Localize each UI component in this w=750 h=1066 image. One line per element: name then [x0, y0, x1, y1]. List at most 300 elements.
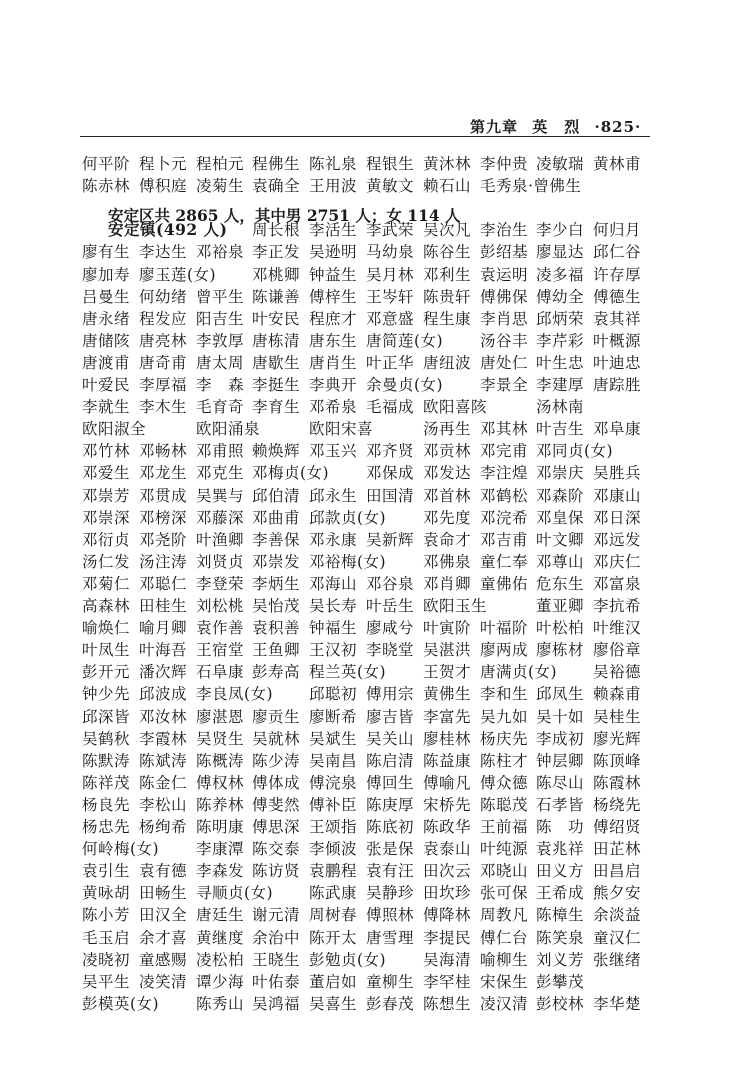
- martyr-name: 邱款贞(女): [309, 509, 387, 527]
- martyr-name: 邓阜康: [593, 420, 642, 438]
- martyr-name: 汤再生: [423, 420, 472, 438]
- martyr-name: 吴胜兵: [593, 464, 642, 482]
- martyr-name: 彭寿高: [252, 663, 301, 681]
- martyr-name: 吴喜生: [309, 995, 358, 1013]
- martyr-name: 李松山: [139, 796, 188, 814]
- martyr-name: 田桂生: [139, 597, 188, 615]
- martyr-name: 傅梓生: [309, 288, 358, 306]
- martyr-name: 李少白: [536, 221, 585, 239]
- martyr-name: 陈霞林: [593, 774, 642, 792]
- martyr-name: 田义方: [536, 862, 585, 880]
- martyr-name: 邓裕梅(女): [309, 553, 387, 571]
- martyr-name: 田芷林: [593, 840, 642, 858]
- martyr-name: 邓桃卿: [252, 266, 301, 284]
- martyr-name: 汤仁发: [82, 553, 131, 571]
- name-row: [82, 992, 662, 1018]
- martyr-name: 刘贤贞: [196, 553, 245, 571]
- martyr-name: 凌晓初: [82, 951, 131, 969]
- martyr-name: 邓同贞(女): [536, 442, 614, 460]
- martyr-name: 邓其林: [480, 420, 529, 438]
- martyr-name: 叶凤生: [82, 641, 131, 659]
- martyr-name: 王前福: [480, 818, 529, 836]
- martyr-name: 吴鸿福: [252, 995, 301, 1013]
- martyr-name: 何岭梅(女): [82, 840, 160, 858]
- section-heading: 安定区共 2865 人，其中男 2751 人；女 114 人: [108, 206, 461, 225]
- martyr-name: 周教凡: [480, 906, 529, 924]
- martyr-name: 邓富泉: [593, 575, 642, 593]
- martyr-name: 叶海吾: [139, 641, 188, 659]
- martyr-name: 傅回生: [366, 774, 415, 792]
- martyr-name: 傅浣泉: [309, 774, 358, 792]
- martyr-name: 李武荣: [366, 221, 415, 239]
- martyr-name: 袁作善: [196, 619, 245, 637]
- martyr-name: 陈益康: [423, 752, 472, 770]
- martyr-name: 赖焕辉: [252, 442, 301, 460]
- martyr-name: 吴次凡: [423, 221, 472, 239]
- martyr-name: 邓聪仁: [139, 575, 188, 593]
- martyr-name: 钟福生: [309, 619, 358, 637]
- martyr-name: 钟层卿: [536, 752, 585, 770]
- martyr-name: 袁确全: [252, 177, 301, 195]
- martyr-name: 邓藤深: [196, 509, 245, 527]
- martyr-name: 吴逊明: [309, 243, 358, 261]
- martyr-name: 邓榜深: [139, 509, 188, 527]
- martyr-name: 邓完甫: [480, 442, 529, 460]
- martyr-name: 凌笑清: [139, 973, 188, 991]
- martyr-name: 傅降林: [423, 906, 472, 924]
- martyr-name: 唐太周: [196, 354, 245, 372]
- martyr-name: 李活生: [309, 221, 358, 239]
- martyr-name: 曾平生: [196, 288, 245, 306]
- martyr-name: 李达生: [139, 243, 188, 261]
- martyr-name: 吴九如: [480, 708, 529, 726]
- martyr-name: 田汉全: [139, 906, 188, 924]
- martyr-name: 王贺才: [423, 663, 472, 681]
- martyr-name: 陈贵轩: [423, 288, 472, 306]
- page-number: ·825·: [594, 118, 642, 136]
- martyr-name: 程庶才: [309, 310, 358, 328]
- martyr-name: 阳吉生: [196, 310, 245, 328]
- martyr-name: 陈秀山: [196, 995, 245, 1013]
- martyr-name: 马幼泉: [366, 243, 415, 261]
- martyr-name: 袁泰山: [423, 840, 472, 858]
- martyr-name: 邱深皆: [82, 708, 131, 726]
- martyr-name: 张是保: [366, 840, 415, 858]
- martyr-name: 危东生: [536, 575, 585, 593]
- martyr-name: 谢元清: [252, 906, 301, 924]
- martyr-name: 欧阳宋喜: [309, 420, 374, 438]
- martyr-name: 寻顺贞(女): [196, 884, 274, 902]
- martyr-name: 陈少涛: [252, 752, 301, 770]
- martyr-name: 彭春茂: [366, 995, 415, 1013]
- martyr-name: 吴巽与: [196, 487, 245, 505]
- martyr-name: 欧阳喜陔: [423, 398, 488, 416]
- martyr-name: 邓竹林: [82, 442, 131, 460]
- martyr-name: 邓衍贞: [82, 531, 131, 549]
- martyr-name: 陈启清: [366, 752, 415, 770]
- martyr-name: 邓希泉: [309, 398, 358, 416]
- martyr-name: 陈政华: [423, 818, 472, 836]
- martyr-name: 邓克生: [196, 464, 245, 482]
- martyr-name: 周树春: [309, 906, 358, 924]
- martyr-name: 邓远发: [593, 531, 642, 549]
- martyr-name: 童感赐: [139, 951, 188, 969]
- martyr-name: 李治生: [480, 221, 529, 239]
- martyr-name: 吴桂生: [593, 708, 642, 726]
- martyr-name: 李正发: [252, 243, 301, 261]
- martyr-name: 邓晓山: [480, 862, 529, 880]
- martyr-name: 袁兆祥: [536, 840, 585, 858]
- martyr-name: 唐肖生: [309, 354, 358, 372]
- martyr-name: 田昌启: [593, 862, 642, 880]
- martyr-name: 彭开元: [82, 663, 131, 681]
- martyr-name: 廖贡生: [252, 708, 301, 726]
- martyr-name: 王汉初: [309, 641, 358, 659]
- martyr-name: 彭攀茂: [536, 973, 585, 991]
- martyr-name: 吴就林: [252, 730, 301, 748]
- martyr-name: 李善保: [252, 531, 301, 549]
- martyr-name: 傅绍贤: [593, 818, 642, 836]
- martyr-name: 陈金仁: [139, 774, 188, 792]
- martyr-name: 叶吉生: [536, 420, 585, 438]
- martyr-name: 李晓堂: [366, 641, 415, 659]
- martyr-name: 傅德生: [593, 288, 642, 306]
- martyr-name: 吕曼生: [82, 288, 131, 306]
- martyr-name: 李景全: [480, 376, 529, 394]
- town-heading: 安定镇(492 人): [108, 220, 228, 239]
- martyr-name: 欧阳涌泉: [196, 420, 261, 438]
- martyr-name: 喻焕仁: [82, 619, 131, 637]
- martyr-name: 陈开太: [309, 929, 358, 947]
- martyr-name: 赖石山: [423, 177, 472, 195]
- martyr-name: 程银生: [366, 155, 415, 173]
- martyr-name: 邓曲甫: [252, 509, 301, 527]
- martyr-name: 喻月卿: [139, 619, 188, 637]
- martyr-name: 田坎珍: [423, 884, 472, 902]
- martyr-name: 吴湛洪: [423, 641, 472, 659]
- martyr-name: 陈顶峰: [593, 752, 642, 770]
- martyr-name: 叶佑泰: [252, 973, 301, 991]
- martyr-name: 陈养林: [196, 796, 245, 814]
- martyr-name: 邓崇芳: [82, 487, 131, 505]
- martyr-name: 吴鹤秋: [82, 730, 131, 748]
- martyr-name: 何幼绪: [139, 288, 188, 306]
- martyr-name: 唐踪胜: [593, 376, 642, 394]
- martyr-name: 叶岳生: [366, 597, 415, 615]
- martyr-name: 吴裕德: [593, 663, 642, 681]
- martyr-name: 傅幼全: [536, 288, 585, 306]
- martyr-name: 邓吉甫: [480, 531, 529, 549]
- martyr-name: 毛福成: [366, 398, 415, 416]
- martyr-name: 廖湛恩: [196, 708, 245, 726]
- martyr-name: 叶正华: [366, 354, 415, 372]
- martyr-name: 邓先度: [423, 509, 472, 527]
- martyr-name: 童柳生: [366, 973, 415, 991]
- martyr-name: 董亚卿: [536, 597, 585, 615]
- martyr-name: 李倾波: [309, 840, 358, 858]
- martyr-name: 李厚福: [139, 376, 188, 394]
- martyr-name: 陈庚厚: [366, 796, 415, 814]
- martyr-name: 毛秀泉·曾佛生: [480, 177, 582, 195]
- martyr-name: 凌菊生: [196, 177, 245, 195]
- martyr-name: 廖咸兮: [366, 619, 415, 637]
- martyr-name: 邓佛泉: [423, 553, 472, 571]
- martyr-name: 宋桥先: [423, 796, 472, 814]
- martyr-name: 熊夕安: [593, 884, 642, 902]
- header-rule: [80, 136, 650, 137]
- martyr-name: 王岑轩: [366, 288, 415, 306]
- martyr-name: 廖有生: [82, 243, 131, 261]
- martyr-name: 王宿堂: [196, 641, 245, 659]
- martyr-name: 廖栋材: [536, 641, 585, 659]
- martyr-name: 彭校林: [536, 995, 585, 1013]
- martyr-name: 廖俗章: [593, 641, 642, 659]
- martyr-name: 童佛佑: [480, 575, 529, 593]
- martyr-name: 李注煌: [480, 464, 529, 482]
- martyr-name: 邱凤生: [536, 685, 585, 703]
- martyr-name: 李木生: [139, 398, 188, 416]
- martyr-name: 叶渔卿: [196, 531, 245, 549]
- martyr-name: 李霞林: [139, 730, 188, 748]
- martyr-name: 李华楚: [593, 995, 642, 1013]
- martyr-name: 袁命才: [423, 531, 472, 549]
- martyr-name: 陈祥茂: [82, 774, 131, 792]
- martyr-name: 袁有德: [139, 862, 188, 880]
- martyr-name: 邓崇深: [82, 509, 131, 527]
- martyr-name: 廖断希: [309, 708, 358, 726]
- martyr-name: 陈尽山: [536, 774, 585, 792]
- martyr-name: 邓利生: [423, 266, 472, 284]
- martyr-name: 李富先: [423, 708, 472, 726]
- martyr-name: 邓森阶: [536, 487, 585, 505]
- martyr-name: 李仲贵: [480, 155, 529, 173]
- martyr-name: 邓首林: [423, 487, 472, 505]
- martyr-name: 宋保生: [480, 973, 529, 991]
- martyr-name: 杨良先: [82, 796, 131, 814]
- martyr-name: 李提民: [423, 929, 472, 947]
- martyr-name: 邓鹤松: [480, 487, 529, 505]
- martyr-name: 唐亮林: [139, 332, 188, 350]
- martyr-name: 陈访贤: [252, 862, 301, 880]
- martyr-name: 董启如: [309, 973, 358, 991]
- martyr-name: 袁积善: [252, 619, 301, 637]
- martyr-name: 邓浣希: [480, 509, 529, 527]
- martyr-name: 余治中: [252, 929, 301, 947]
- martyr-name: 邱仁谷: [593, 243, 642, 261]
- martyr-name: 吴长寿: [309, 597, 358, 615]
- martyr-name: 袁其祥: [593, 310, 642, 328]
- martyr-name: 童汉仁: [593, 929, 642, 947]
- martyr-name: 程柏元: [196, 155, 245, 173]
- martyr-name: 许存厚: [593, 266, 642, 284]
- martyr-name: 王晓生: [252, 951, 301, 969]
- martyr-name: 唐渡甫: [82, 354, 131, 372]
- martyr-name: 李成初: [536, 730, 585, 748]
- martyr-name: 毛玉启: [82, 929, 131, 947]
- martyr-name: 吴月林: [366, 266, 415, 284]
- martyr-name: 邱永生: [309, 487, 358, 505]
- martyr-name: 邓汝林: [139, 708, 188, 726]
- martyr-name: 陈概涛: [196, 752, 245, 770]
- name-row: [82, 174, 662, 200]
- martyr-name: 吴平生: [82, 973, 131, 991]
- martyr-name: 邓肖卿: [423, 575, 472, 593]
- martyr-name: 田次云: [423, 862, 472, 880]
- martyr-name: 邱炳荣: [536, 310, 585, 328]
- martyr-name: 唐栋清: [252, 332, 301, 350]
- martyr-name: 李芹彩: [536, 332, 585, 350]
- martyr-name: 石阜康: [196, 663, 245, 681]
- martyr-name: 廖桂林: [423, 730, 472, 748]
- martyr-name: 程生康: [423, 310, 472, 328]
- martyr-name: 汤谷丰: [480, 332, 529, 350]
- martyr-name: 陈聪茂: [480, 796, 529, 814]
- martyr-name: 陈谷生: [423, 243, 472, 261]
- martyr-name: 陈想生: [423, 995, 472, 1013]
- martyr-name: 余淡益: [593, 906, 642, 924]
- martyr-name: 黄敏文: [366, 177, 415, 195]
- martyr-name: 邓甫照: [196, 442, 245, 460]
- martyr-name: 唐廷生: [196, 906, 245, 924]
- martyr-name: 程卜元: [139, 155, 188, 173]
- martyr-name: 钟益生: [309, 266, 358, 284]
- martyr-name: 廖显达: [536, 243, 585, 261]
- martyr-name: 吴十如: [536, 708, 585, 726]
- martyr-name: 邓保成: [366, 464, 415, 482]
- martyr-name: 廖光辉: [593, 730, 642, 748]
- martyr-name: 李抗希: [593, 597, 642, 615]
- martyr-name: 邓龙生: [139, 464, 188, 482]
- martyr-name: 李典开: [309, 376, 358, 394]
- martyr-name: 傅权林: [196, 774, 245, 792]
- martyr-name: 傅众德: [480, 774, 529, 792]
- martyr-name: 陈柱才: [480, 752, 529, 770]
- martyr-name: 童仁奉: [480, 553, 529, 571]
- martyr-name: 唐储陔: [82, 332, 131, 350]
- martyr-name: 吴贤生: [196, 730, 245, 748]
- martyr-name: 傅佛保: [480, 288, 529, 306]
- martyr-name: 傅思深: [252, 818, 301, 836]
- martyr-name: 叶生忠: [536, 354, 585, 372]
- martyr-name: 唐奇甫: [139, 354, 188, 372]
- martyr-name: 叶迪忠: [593, 354, 642, 372]
- martyr-name: 李挺生: [252, 376, 301, 394]
- martyr-name: 张可保: [480, 884, 529, 902]
- martyr-name: 傅积庭: [139, 177, 188, 195]
- martyr-name: 邓玉兴: [309, 442, 358, 460]
- martyr-name: 邓尊山: [536, 553, 585, 571]
- martyr-name: 黄继度: [196, 929, 245, 947]
- martyr-name: 傅喻凡: [423, 774, 472, 792]
- martyr-name: 王鱼卿: [252, 641, 301, 659]
- martyr-name: 唐满贞(女): [480, 663, 558, 681]
- martyr-name: 李和生: [480, 685, 529, 703]
- martyr-name: 黄沐林: [423, 155, 472, 173]
- martyr-name: 陈小芳: [82, 906, 131, 924]
- martyr-name: 叶安民: [252, 310, 301, 328]
- martyr-name: 唐东生: [309, 332, 358, 350]
- martyr-name: 叶松柏: [536, 619, 585, 637]
- martyr-name: 余曼贞(女): [366, 376, 444, 394]
- martyr-name: 陈礼泉: [309, 155, 358, 173]
- martyr-name: 唐简莲(女): [366, 332, 444, 350]
- martyr-name: 袁运明: [480, 266, 529, 284]
- martyr-name: 叶维汉: [593, 619, 642, 637]
- martyr-name: 廖加寿: [82, 266, 131, 284]
- martyr-name: 欧阳淑全: [82, 420, 147, 438]
- martyr-name: 叶概源: [593, 332, 642, 350]
- martyr-name: 李敦厚: [196, 332, 245, 350]
- chapter-title: 英 烈: [532, 118, 581, 136]
- martyr-name: 彭绍基: [480, 243, 529, 261]
- martyr-name: 黄咏胡: [82, 884, 131, 902]
- martyr-name: 钟少先: [82, 685, 131, 703]
- martyr-name: 石孝皆: [536, 796, 585, 814]
- martyr-name: 刘松桃: [196, 597, 245, 615]
- martyr-name: 唐永绪: [82, 310, 131, 328]
- martyr-name: 邓齐贤: [366, 442, 415, 460]
- martyr-name: 余才喜: [139, 929, 188, 947]
- martyr-name: 王用波: [309, 177, 358, 195]
- martyr-name: 邱伯清: [252, 487, 301, 505]
- martyr-name: 叶寅阶: [423, 619, 472, 637]
- martyr-name: 何平阶: [82, 155, 131, 173]
- martyr-name: 杨庆先: [480, 730, 529, 748]
- martyr-name: 陈赤林: [82, 177, 131, 195]
- martyr-name: 杨绕先: [593, 796, 642, 814]
- martyr-name: 邓崇庆: [536, 464, 585, 482]
- martyr-name: 彭模英(女): [82, 995, 160, 1013]
- martyr-name: 吴海清: [423, 951, 472, 969]
- martyr-name: 廖吉皆: [366, 708, 415, 726]
- martyr-name: 廖两成: [480, 641, 529, 659]
- martyr-name: 傅斐然: [252, 796, 301, 814]
- martyr-name: 唐歇生: [252, 354, 301, 372]
- martyr-name: 陈笑泉: [536, 929, 585, 947]
- martyr-name: 陈底初: [366, 818, 415, 836]
- martyr-name: 李罕桂: [423, 973, 472, 991]
- martyr-name: 唐雪理: [366, 929, 415, 947]
- martyr-name: 谭少海: [196, 973, 245, 991]
- martyr-name: 李育生: [252, 398, 301, 416]
- martyr-name: 袁引生: [82, 862, 131, 880]
- martyr-name: 邓贯成: [139, 487, 188, 505]
- martyr-name: 邓庆仁: [593, 553, 642, 571]
- martyr-name: 彭勉贞(女): [309, 951, 387, 969]
- martyr-name: 杨忠先: [82, 818, 131, 836]
- martyr-name: 李炳生: [252, 575, 301, 593]
- martyr-name: 周长根: [252, 221, 301, 239]
- martyr-name: 叶爱民: [82, 376, 131, 394]
- martyr-name: 汤林南: [536, 398, 585, 416]
- martyr-name: 傅仁台: [480, 929, 529, 947]
- martyr-name: 邓海山: [309, 575, 358, 593]
- martyr-name: 袁鹏程: [309, 862, 358, 880]
- martyr-name: 陈 功: [536, 818, 585, 836]
- martyr-name: 邓梅贞(女): [252, 464, 330, 482]
- martyr-name: 傅照林: [366, 906, 415, 924]
- martyr-name: 吴南昌: [309, 752, 358, 770]
- martyr-name: 陈默涛: [82, 752, 131, 770]
- martyr-name: 邱波成: [139, 685, 188, 703]
- martyr-name: 喻柳生: [480, 951, 529, 969]
- martyr-name: 陈樟生: [536, 906, 585, 924]
- martyr-name: 邓谷泉: [366, 575, 415, 593]
- martyr-name: 李森发: [196, 862, 245, 880]
- martyr-name: 李登荣: [196, 575, 245, 593]
- martyr-name: 邓贡林: [423, 442, 472, 460]
- martyr-name: 欧阳玉生: [423, 597, 488, 615]
